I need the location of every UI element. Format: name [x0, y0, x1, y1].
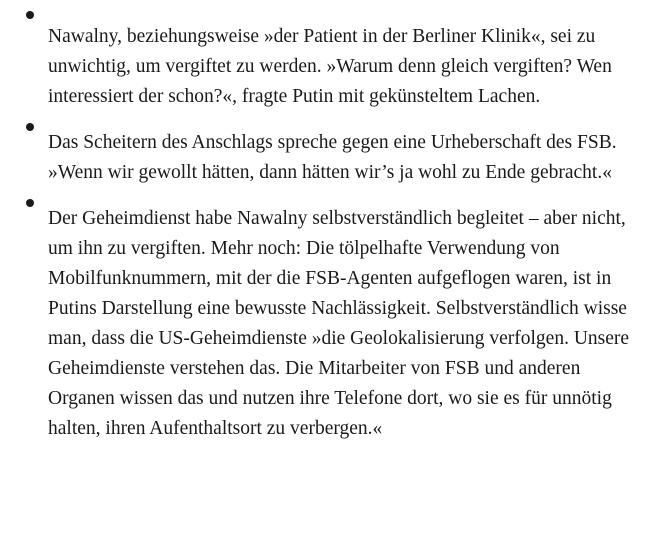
- bullet-dot-icon: [26, 123, 34, 131]
- list-item-text: Das Scheitern des Anschlags spreche gegen eine Urheberschaft des FSB. »Wenn wir gewollt hätten, dann hätten wir’s ja wohl zu Ende gebracht.«: [48, 132, 617, 183]
- list-item: [0, 188, 652, 444]
- list-item: [0, 0, 652, 112]
- list-item-text: Der Geheimdienst habe Nawalny selbstverständlich begleitet – aber nicht, um ihn zu vergiften. Mehr noch: Die tölpelhafte Verwendung von Mobilfunknummern, mit der die FSB-Agenten aufgeflogen waren, ist in Putins Darstellung eine bewusste Nachlässigkeit. Selbstverständlich wisse man, dass die US-Geheimdienste »die Geolokalisierung verfolgen. Unsere Geheimdienste verstehen das. Die Mitarbeiter von FSB und anderen Organen wissen das und nutzen ihre Telefone dort, wo sie es für unnötig halten, ihren Aufenthaltsort zu verbergen.«: [48, 208, 630, 439]
- list-item: [0, 112, 652, 188]
- list-item-text: Nawalny, beziehungsweise »der Patient in der Berliner Klinik«, sei zu unwichtig, um vergiftet zu werden. »Warum denn gleich vergiften? Wen interessiert der schon?«, fragte Putin mit gekünsteltem Lachen.: [48, 26, 612, 107]
- bullet-dot-icon: [26, 199, 34, 207]
- bullet-dot-icon: [26, 11, 34, 19]
